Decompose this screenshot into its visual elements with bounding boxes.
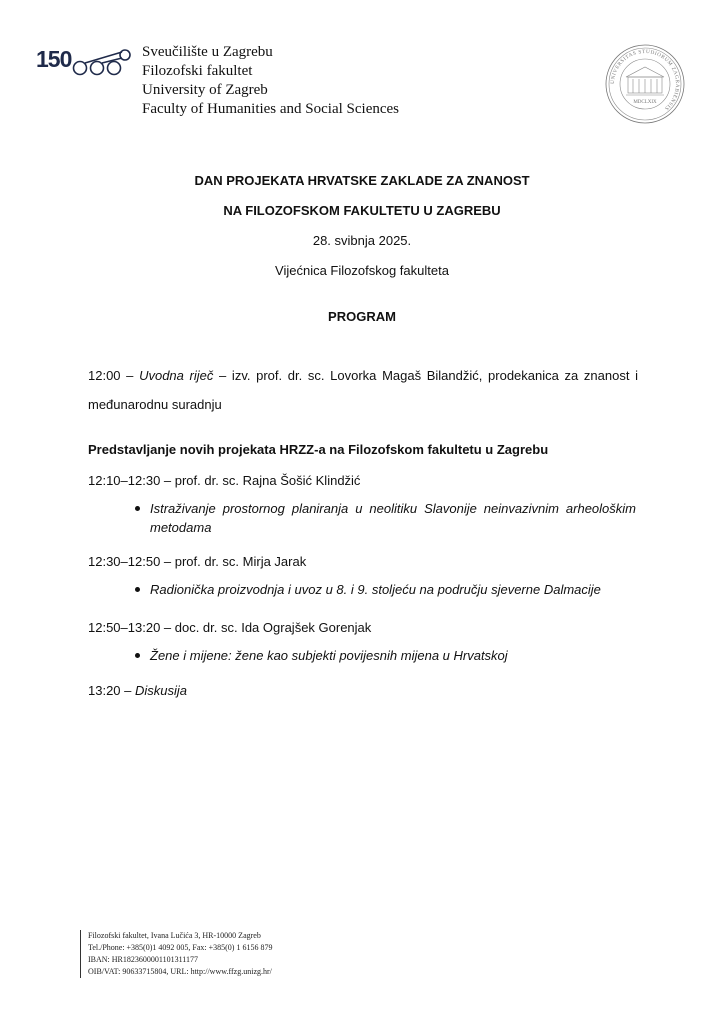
section-heading: Predstavljanje novih projekata HRZZ-a na Filozofskom fakultetu u Zagrebu: [88, 442, 549, 457]
logo-150: [36, 46, 140, 80]
intro-item: [88, 361, 638, 419]
slot-topic: [150, 646, 636, 665]
slot-topic-text: Istraživanje prostornog planiranja u neolitiku Slavonije neinvazivnim arheološkim metodama: [150, 501, 636, 535]
intro-time: 12:00 –: [88, 368, 134, 383]
seal-year: MDCLXIX: [633, 100, 657, 105]
footer-line: Tel./Phone: +385(0)1 4092 005, Fax: +385(0) 1 6156 879: [88, 943, 273, 952]
schedule-slot: 12:50–13:20 – doc. dr. sc. Ida Ograjšek Gorenjak: [88, 620, 372, 635]
closing-time: 13:20 –: [88, 683, 132, 698]
event-title-line2: NA FILOZOFSKOM FAKULTETU U ZAGREBU: [223, 203, 501, 218]
logo-number: 150: [36, 46, 72, 72]
bullet-icon: [135, 587, 140, 592]
footer-line: Filozofski fakultet, Ivana Lučića 3, HR-10000 Zagreb: [88, 931, 261, 940]
university-seal: [604, 43, 686, 125]
slot-topic: [150, 580, 636, 599]
institution-line: Filozofski fakultet: [142, 63, 253, 79]
institution-line: University of Zagreb: [142, 82, 268, 98]
institution-line: Sveučilište u Zagrebu: [142, 44, 273, 60]
seal-text: UNIVERSITAS STUDIORUM ZAGRABIENSIS: [609, 48, 681, 112]
event-title-block: [0, 172, 724, 292]
footer-line: OIB/VAT: 90633715804, URL: http://www.ffzg.unizg.hr/: [88, 967, 272, 976]
slot-topic: [150, 499, 636, 537]
institution-line: Faculty of Humanities and Social Sciences: [142, 101, 400, 117]
bullet-icon: [135, 653, 140, 658]
event-title-line1: DAN PROJEKATA HRVATSKE ZAKLADE ZA ZNANOST: [194, 173, 530, 188]
event-venue: Vijećnica Filozofskog fakulteta: [275, 263, 449, 278]
intro-details: – izv. prof. dr. sc. Lovorka Magaš Bilandžić, prodekanica za znanost i međunarodnu suradnju: [88, 368, 638, 412]
institution-name: [142, 43, 399, 119]
event-date: 28. svibnja 2025.: [312, 233, 412, 248]
slot-topic-text: Radionička proizvodnja i uvoz u 8. i 9. stoljeću na području sjeverne Dalmacije: [150, 582, 601, 597]
slot-topic-text: Žene i mijene: žene kao subjekti povijesnih mijena u Hrvatskoj: [150, 648, 508, 663]
logo-rings-icon: [70, 48, 140, 78]
letterhead: [36, 40, 686, 130]
program-heading: PROGRAM: [328, 309, 396, 324]
footer-contact: [80, 930, 272, 978]
schedule-slot: 12:10–12:30 – prof. dr. sc. Rajna Šošić Klindžić: [88, 473, 361, 488]
footer-line: IBAN: HR1823600001101311177: [88, 955, 198, 964]
bullet-icon: [135, 506, 140, 511]
intro-title: Uvodna riječ: [139, 368, 214, 383]
closing-title: Diskusija: [135, 683, 188, 698]
schedule-slot: 12:30–12:50 – prof. dr. sc. Mirja Jarak: [88, 554, 307, 569]
closing-item: [88, 682, 638, 699]
